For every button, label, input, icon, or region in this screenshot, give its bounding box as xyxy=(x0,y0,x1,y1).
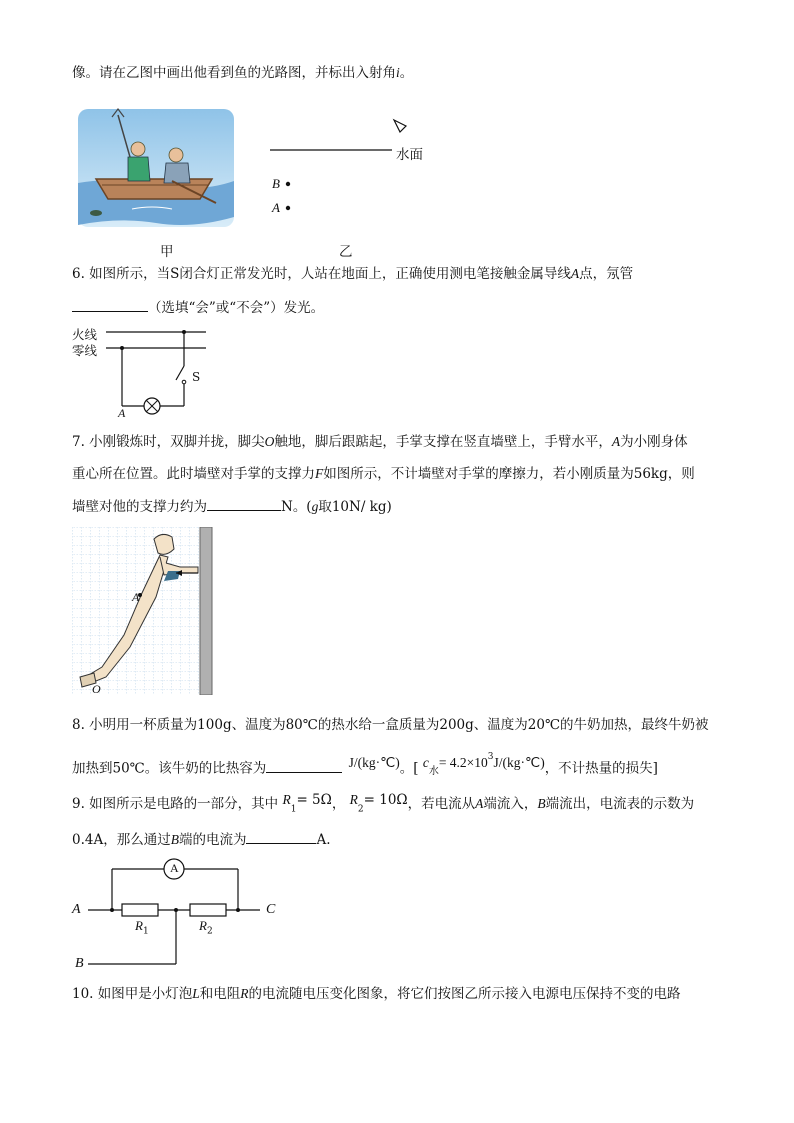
fig-r2-sub: 2 xyxy=(206,926,213,937)
q6-line2 xyxy=(72,297,324,317)
q6-var-a: A xyxy=(570,266,580,281)
q7-t7: N。( xyxy=(281,499,312,515)
q9-sep: ， xyxy=(331,796,346,812)
q5-diagram-yi xyxy=(268,112,448,222)
q8-t4: ，不计热量的损失] xyxy=(544,760,658,777)
fig-r1-sub: 1 xyxy=(142,926,149,937)
q7-t8: 取10N/ kg) xyxy=(318,499,392,515)
q6-answer-blank[interactable] xyxy=(72,297,148,312)
q7-line3 xyxy=(72,496,392,516)
circuit-point-a-label: A xyxy=(118,406,126,420)
q7-answer-blank[interactable] xyxy=(207,496,281,511)
switch-label: S xyxy=(192,370,201,384)
q7-t4: 重心所在位置。此时墙壁对手掌的支撑力 xyxy=(72,466,315,482)
water-surface-label: 水面 xyxy=(396,147,423,163)
q9-t5: 0.4A，那么通过 xyxy=(72,832,171,848)
fig-node-c: C xyxy=(266,902,276,917)
q8-t3: 。[ xyxy=(399,760,419,777)
q8-line1 xyxy=(72,716,709,734)
q5-line1-end: 。 xyxy=(399,65,414,81)
q8-t2: 加热到50℃。该牛奶的比热容为 xyxy=(72,760,267,777)
q6-text-c: （选填“会”或“不会”）发光。 xyxy=(148,300,325,316)
q5-line1: 像。请在乙图中画出他看到鱼的光路图，并标出入射角 xyxy=(72,65,396,81)
switch-s xyxy=(176,366,184,380)
q10-t2: 和电阻 xyxy=(199,986,241,1002)
q6-line1 xyxy=(72,265,633,283)
q9-r2-val: = 10Ω xyxy=(363,792,408,808)
q9-r2-sub: 2 xyxy=(357,804,364,815)
q9-r1-sub: 1 xyxy=(290,804,297,815)
q5-var-i: i xyxy=(396,65,400,80)
q9-t2: ，若电流从 xyxy=(407,796,476,812)
boat-scene-image xyxy=(72,105,240,233)
q7-line1 xyxy=(72,433,688,451)
point-a xyxy=(286,206,290,210)
q9-t7: A. xyxy=(316,832,331,848)
q9-t6: 端的电流为 xyxy=(178,832,247,848)
q8-c-unit: J/(kg·℃) xyxy=(493,754,545,770)
q9-line1 xyxy=(72,792,695,819)
fig-label-a: A xyxy=(132,590,140,604)
q8-c-symbol: c xyxy=(422,754,429,770)
q9-t4: 端流出，电流表的示数为 xyxy=(545,796,695,812)
q7-t2: 触地，脚后跟踮起，手掌支撑在竖直墙壁上，手臂水平， xyxy=(274,434,612,450)
figure-label-yi: 乙 xyxy=(339,244,353,260)
q9-r1: R xyxy=(282,792,291,807)
q9-var-b: B xyxy=(537,796,546,811)
q9-r1-val: = 5Ω xyxy=(296,792,332,808)
q8-c-sub: 水 xyxy=(428,766,439,778)
q10-line1 xyxy=(72,985,681,1003)
wall xyxy=(200,527,212,695)
resistor-r1 xyxy=(122,904,158,916)
label-point-a: A xyxy=(272,200,280,215)
q7-var-f: F xyxy=(315,466,324,481)
fig-r2-letter: R xyxy=(199,918,207,933)
neutral-wire-label: 零线 xyxy=(72,343,98,358)
fisherman-illustration xyxy=(72,105,240,233)
q9-t3: 端流入， xyxy=(483,796,538,812)
q8-answer-blank[interactable] xyxy=(266,758,342,773)
q9-t1: 9. 如图所示是电路的一部分，其中 xyxy=(72,796,279,812)
q7-var-o: O xyxy=(264,434,275,449)
q9-r2: R xyxy=(349,792,358,807)
q7-figure xyxy=(72,527,214,695)
q9-answer-blank[interactable] xyxy=(246,829,316,844)
q8-unit: J/(kg·℃) xyxy=(348,754,400,770)
q9-circuit xyxy=(72,852,292,976)
q8-c-exp: 3 xyxy=(487,752,494,762)
fig-r1-letter: R xyxy=(135,918,143,933)
point-b xyxy=(286,182,290,186)
q9-var-b2: B xyxy=(170,832,179,847)
resistor-r2 xyxy=(190,904,226,916)
q7-line2 xyxy=(72,465,695,483)
q7-t6: 墙壁对他的支撑力约为 xyxy=(72,499,207,515)
fig-node-a: A xyxy=(72,902,81,917)
q9-var-a: A xyxy=(475,796,484,811)
q10-var-l: L xyxy=(192,986,200,1001)
resistor-ammeter-circuit xyxy=(72,852,292,976)
q6-text-b: 点，氖管 xyxy=(579,266,634,282)
q7-t3: 为小刚身体 xyxy=(620,434,688,450)
q10-t3: 的电流随电压变化图象，将它们按图乙所示接入电源电压保持不变的电路 xyxy=(248,986,681,1002)
q8-c-value: = 4.2×10 xyxy=(438,754,488,770)
fig-node-b: B xyxy=(75,956,84,971)
q7-var-a: A xyxy=(611,434,621,449)
fig-label-r1 xyxy=(135,918,149,937)
q8-t1: 8. 小明用一杯质量为100g、温度为80℃的热水给一盒质量为200g、温度为20℃的牛奶加热，最终牛奶被 xyxy=(72,717,709,733)
q8-line2 xyxy=(72,752,658,783)
q6-text-a: 6. 如图所示，当S闭合灯正常发光时，人站在地面上，正确使用测电笔接触金属导线 xyxy=(72,266,571,282)
fig-label-r2 xyxy=(199,918,213,937)
q10-t1: 10. 如图甲是小灯泡 xyxy=(72,986,193,1002)
label-point-b: B xyxy=(272,176,280,191)
eye-icon xyxy=(394,120,406,132)
q5-text-line xyxy=(72,64,413,82)
q7-t5: 如图所示，不计墙壁对手掌的摩擦力，若小刚质量为56kg，则 xyxy=(323,466,695,482)
push-up-wall-diagram xyxy=(72,527,214,695)
live-wire-label: 火线 xyxy=(72,327,98,342)
q7-var-g: g xyxy=(311,499,319,514)
q7-t1: 7. 小刚锻炼时，双脚并拢，脚尖 xyxy=(72,434,265,450)
q9-line2 xyxy=(72,829,331,849)
fig-label-o: O xyxy=(92,682,101,696)
q10-var-r: R xyxy=(240,986,249,1001)
ammeter-label: A xyxy=(170,861,179,875)
light-path-diagram xyxy=(268,112,448,222)
figure-label-jia: 甲 xyxy=(160,244,174,260)
